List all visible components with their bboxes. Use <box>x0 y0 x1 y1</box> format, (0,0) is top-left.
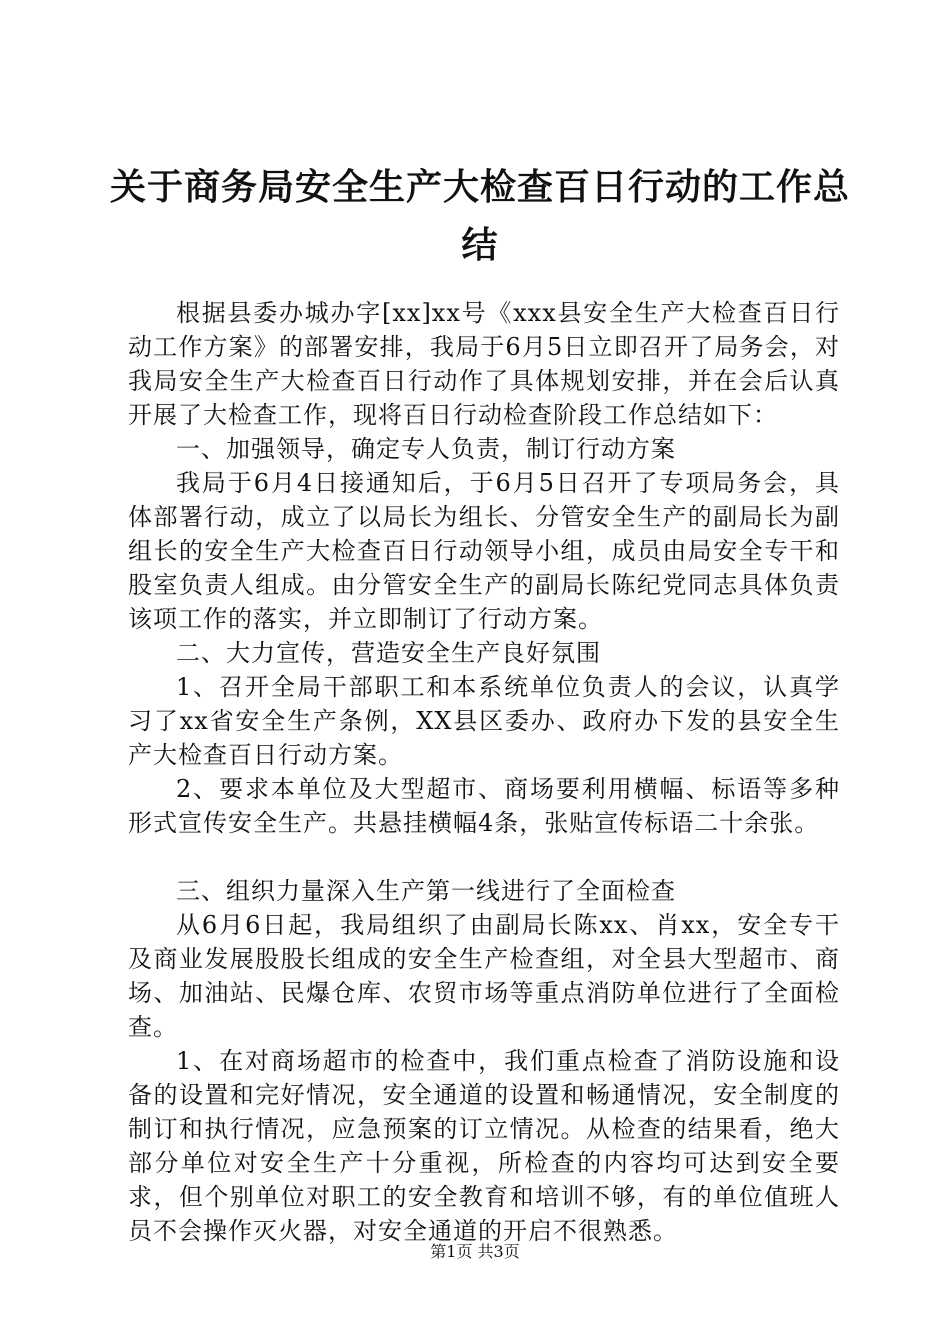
document-title-line-1: 关于商务局安全生产大检查百日行动的工作总 <box>110 167 851 208</box>
section-3-paragraph: 从6月6日起，我局组织了由副局长陈xx、肖xx，安全专干及商业发展股股长组成的安全生产检查组，对全县大型超市、商场、加油站、民爆仓库、农贸市场等重点消防单位进行了全面检查。 <box>128 911 840 1041</box>
page-number-footer: 第1页 共3页 <box>430 1242 520 1261</box>
section-1-paragraph: 我局于6月4日接通知后，于6月5日召开了专项局务会，具体部署行动，成立了以局长为组长、分管安全生产的副局长为副组长的安全生产大检查百日行动领导小组，成员由局安全专干和股室负责人组成。由分管安全生产的副局长陈纪党同志具体负责该项工作的落实，并立即制订了行动方案。 <box>128 469 840 633</box>
section-2-item-2: 2、要求本单位及大型超市、商场要利用横幅、标语等多种形式宣传安全生产。共悬挂横幅4条，张贴宣传标语二十余张。 <box>128 775 840 837</box>
section-2-item-1: 1、召开全局干部职工和本系统单位负责人的会议，认真学习了xx省安全生产条例，XX县区委办、政府办下发的县安全生产大检查百日行动方案。 <box>128 673 840 769</box>
section-heading-3: 三、组织力量深入生产第一线进行了全面检查 <box>176 877 676 905</box>
section-3-item-1: 1、在对商场超市的检查中，我们重点检查了消防设施和设备的设置和完好情况，安全通道的设置和畅通情况，安全制度的制订和执行情况，应急预案的订立情况。从检查的结果看，绝大部分单位对安全生产十分重视，所检查的内容均可达到安全要求，但个别单位对职工的安全教育和培训不够，有的单位值班人员不会操作灭火器，对安全通道的开启不很熟悉。 <box>128 1047 840 1245</box>
document-body <box>128 296 840 1248</box>
document-title-line-2: 结 <box>461 225 499 266</box>
section-heading-1: 一、加强领导，确定专人负责，制订行动方案 <box>176 435 676 463</box>
section-heading-2: 二、大力宣传，营造安全生产良好氛围 <box>176 639 601 667</box>
intro-paragraph: 根据县委办城办字[xx]xx号《xxx县安全生产大检查百日行动工作方案》的部署安排，我局于6月5日立即召开了局务会，对我局安全生产大检查百日行动作了具体规划安排，并在会后认真开展了大检查工作，现将百日行动检查阶段工作总结如下： <box>128 299 840 429</box>
